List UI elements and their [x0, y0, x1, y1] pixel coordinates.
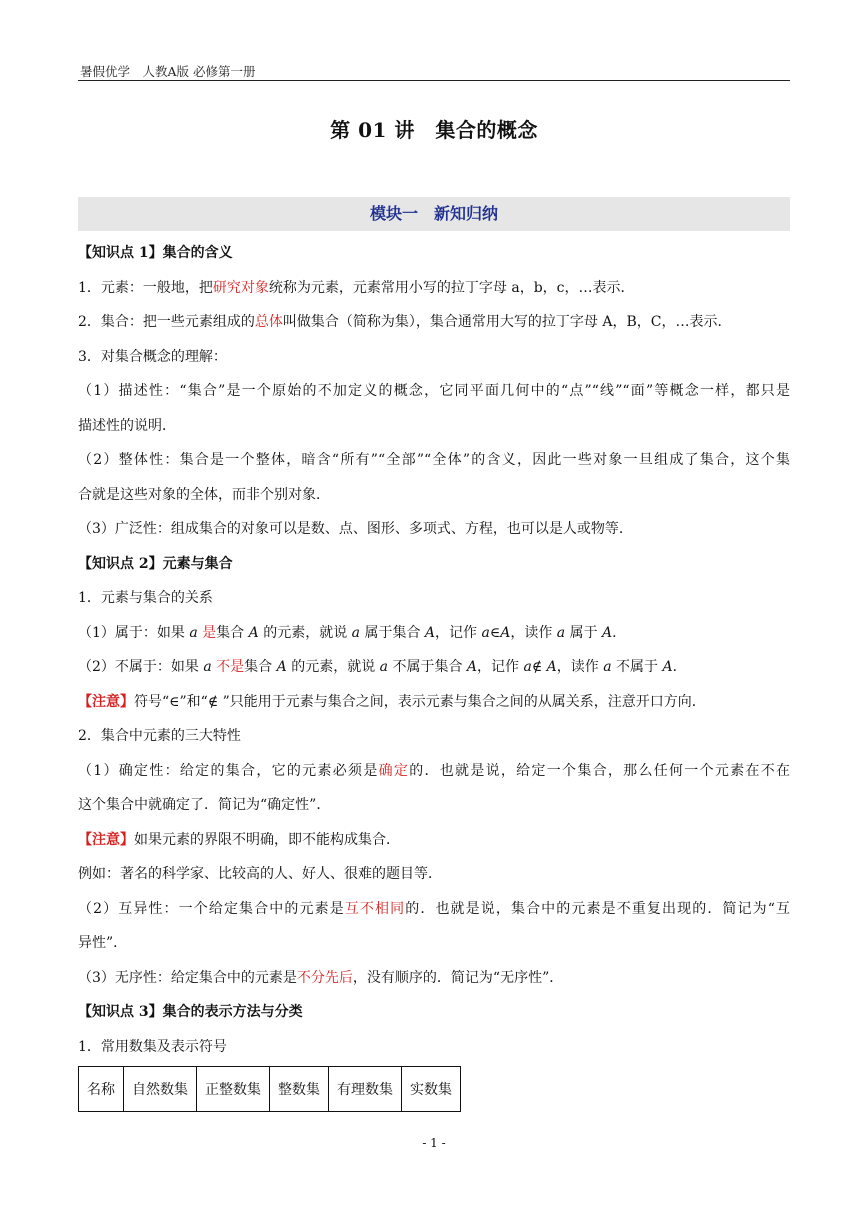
note-label: 【注意】	[78, 831, 134, 848]
number-set-table	[78, 1066, 461, 1112]
table-cell: 实数集	[402, 1067, 461, 1112]
emphasis-text: 确定	[378, 762, 410, 779]
emphasis-text: 互不相同	[344, 900, 406, 917]
paragraph-definiteness: （1）确定性：给定的集合，它的元素必须是确定的．也就是说，给定一个集合，那么任何一个元素在不在	[78, 762, 791, 779]
paragraph: 异性”．	[78, 935, 128, 951]
paragraph: （2）整体性：集合是一个整体，暗含“所有”“全部”“全体”的含义，因此一些对象一旦组成了集合，这个集	[78, 452, 790, 468]
note-paragraph: 【注意】如果元素的界限不明确，即不能构成集合．	[78, 831, 400, 848]
note-label: 【注意】	[78, 693, 134, 710]
emphasis-text: 研究对象	[212, 279, 269, 296]
paragraph: 例如：著名的科学家、比较高的人、好人、很难的题目等．	[78, 866, 442, 882]
knowledge-point-2-heading: 【知识点 2】元素与集合	[78, 555, 233, 572]
table-row	[79, 1067, 461, 1112]
table-cell: 名称	[79, 1067, 124, 1112]
note-paragraph: 【注意】符号“∈”和“∉ ”只能用于元素与集合之间，表示元素与集合之间的从属关系，注意开口方向．	[78, 693, 706, 710]
table-cell: 整数集	[270, 1067, 329, 1112]
paragraph-set-def: 2．集合：把一些元素组成的总体叫做集合（简称为集），集合通常用大写的拉丁字母 A，B，C，…表示．	[78, 314, 732, 330]
paragraph: 3．对集合概念的理解：	[78, 348, 227, 365]
emphasis-text: 是	[197, 624, 217, 641]
document-body	[78, 236, 790, 1112]
paragraph: 1．元素与集合的关系	[78, 590, 213, 606]
table-cell: 正整数集	[197, 1067, 270, 1112]
emphasis-text: 总体	[254, 314, 283, 330]
page-number: - 1 -	[422, 1136, 446, 1150]
paragraph-element-def: 1．元素：一般地，把研究对象统称为元素，元素常用小写的拉丁字母 a，b，c，…表示．	[78, 279, 635, 296]
paragraph-unordered: （3）无序性：给定集合中的元素是不分先后，没有顺序的．简记为“无序性”．	[78, 969, 564, 986]
table-cell: 自然数集	[124, 1067, 197, 1112]
paragraph: 这个集合中就确定了．简记为“确定性”．	[78, 797, 331, 813]
paragraph: 合就是这些对象的全体，而非个别对象．	[78, 486, 330, 503]
emphasis-text: 不分先后	[296, 969, 353, 986]
running-header: 暑假优学 人教A版 必修第一册	[80, 64, 256, 79]
paragraph: （3）广泛性：组成集合的对象可以是数、点、图形、多项式、方程，也可以是人或物等．	[78, 521, 633, 537]
module-banner: 模块一 新知归纳	[78, 197, 790, 231]
paragraph-belongs: （1）属于：如果 a 是集合 A 的元素，就说 a 属于集合 A，记作 a∈A，读作 a 属于 A．	[78, 624, 627, 641]
knowledge-point-1-heading: 【知识点 1】集合的含义	[78, 245, 233, 261]
paragraph: 描述性的说明．	[78, 417, 176, 434]
table-cell: 有理数集	[329, 1067, 402, 1112]
paragraph: （1）描述性：“集合”是一个原始的不加定义的概念，它同平面几何中的“点”“线”“面”等概念一样，都只是	[78, 383, 790, 399]
paragraph: 2．集合中元素的三大特性	[78, 728, 241, 744]
knowledge-point-3-heading: 【知识点 3】集合的表示方法与分类	[78, 1004, 303, 1020]
paragraph-not-belongs: （2）不属于：如果 a 不是集合 A 的元素，就说 a 不属于集合 A，记作 a∉ A，读作 a 不属于 A．	[78, 659, 687, 675]
page-title: 第 01 讲 集合的概念	[330, 118, 538, 142]
paragraph-distinctness: （2）互异性：一个给定集合中的元素是互不相同的．也就是说，集合中的元素是不重复出现的．简记为“互	[78, 900, 791, 917]
paragraph: 1．常用数集及表示符号	[78, 1038, 227, 1055]
header-rule	[78, 80, 790, 81]
emphasis-text: 不是	[211, 659, 245, 675]
